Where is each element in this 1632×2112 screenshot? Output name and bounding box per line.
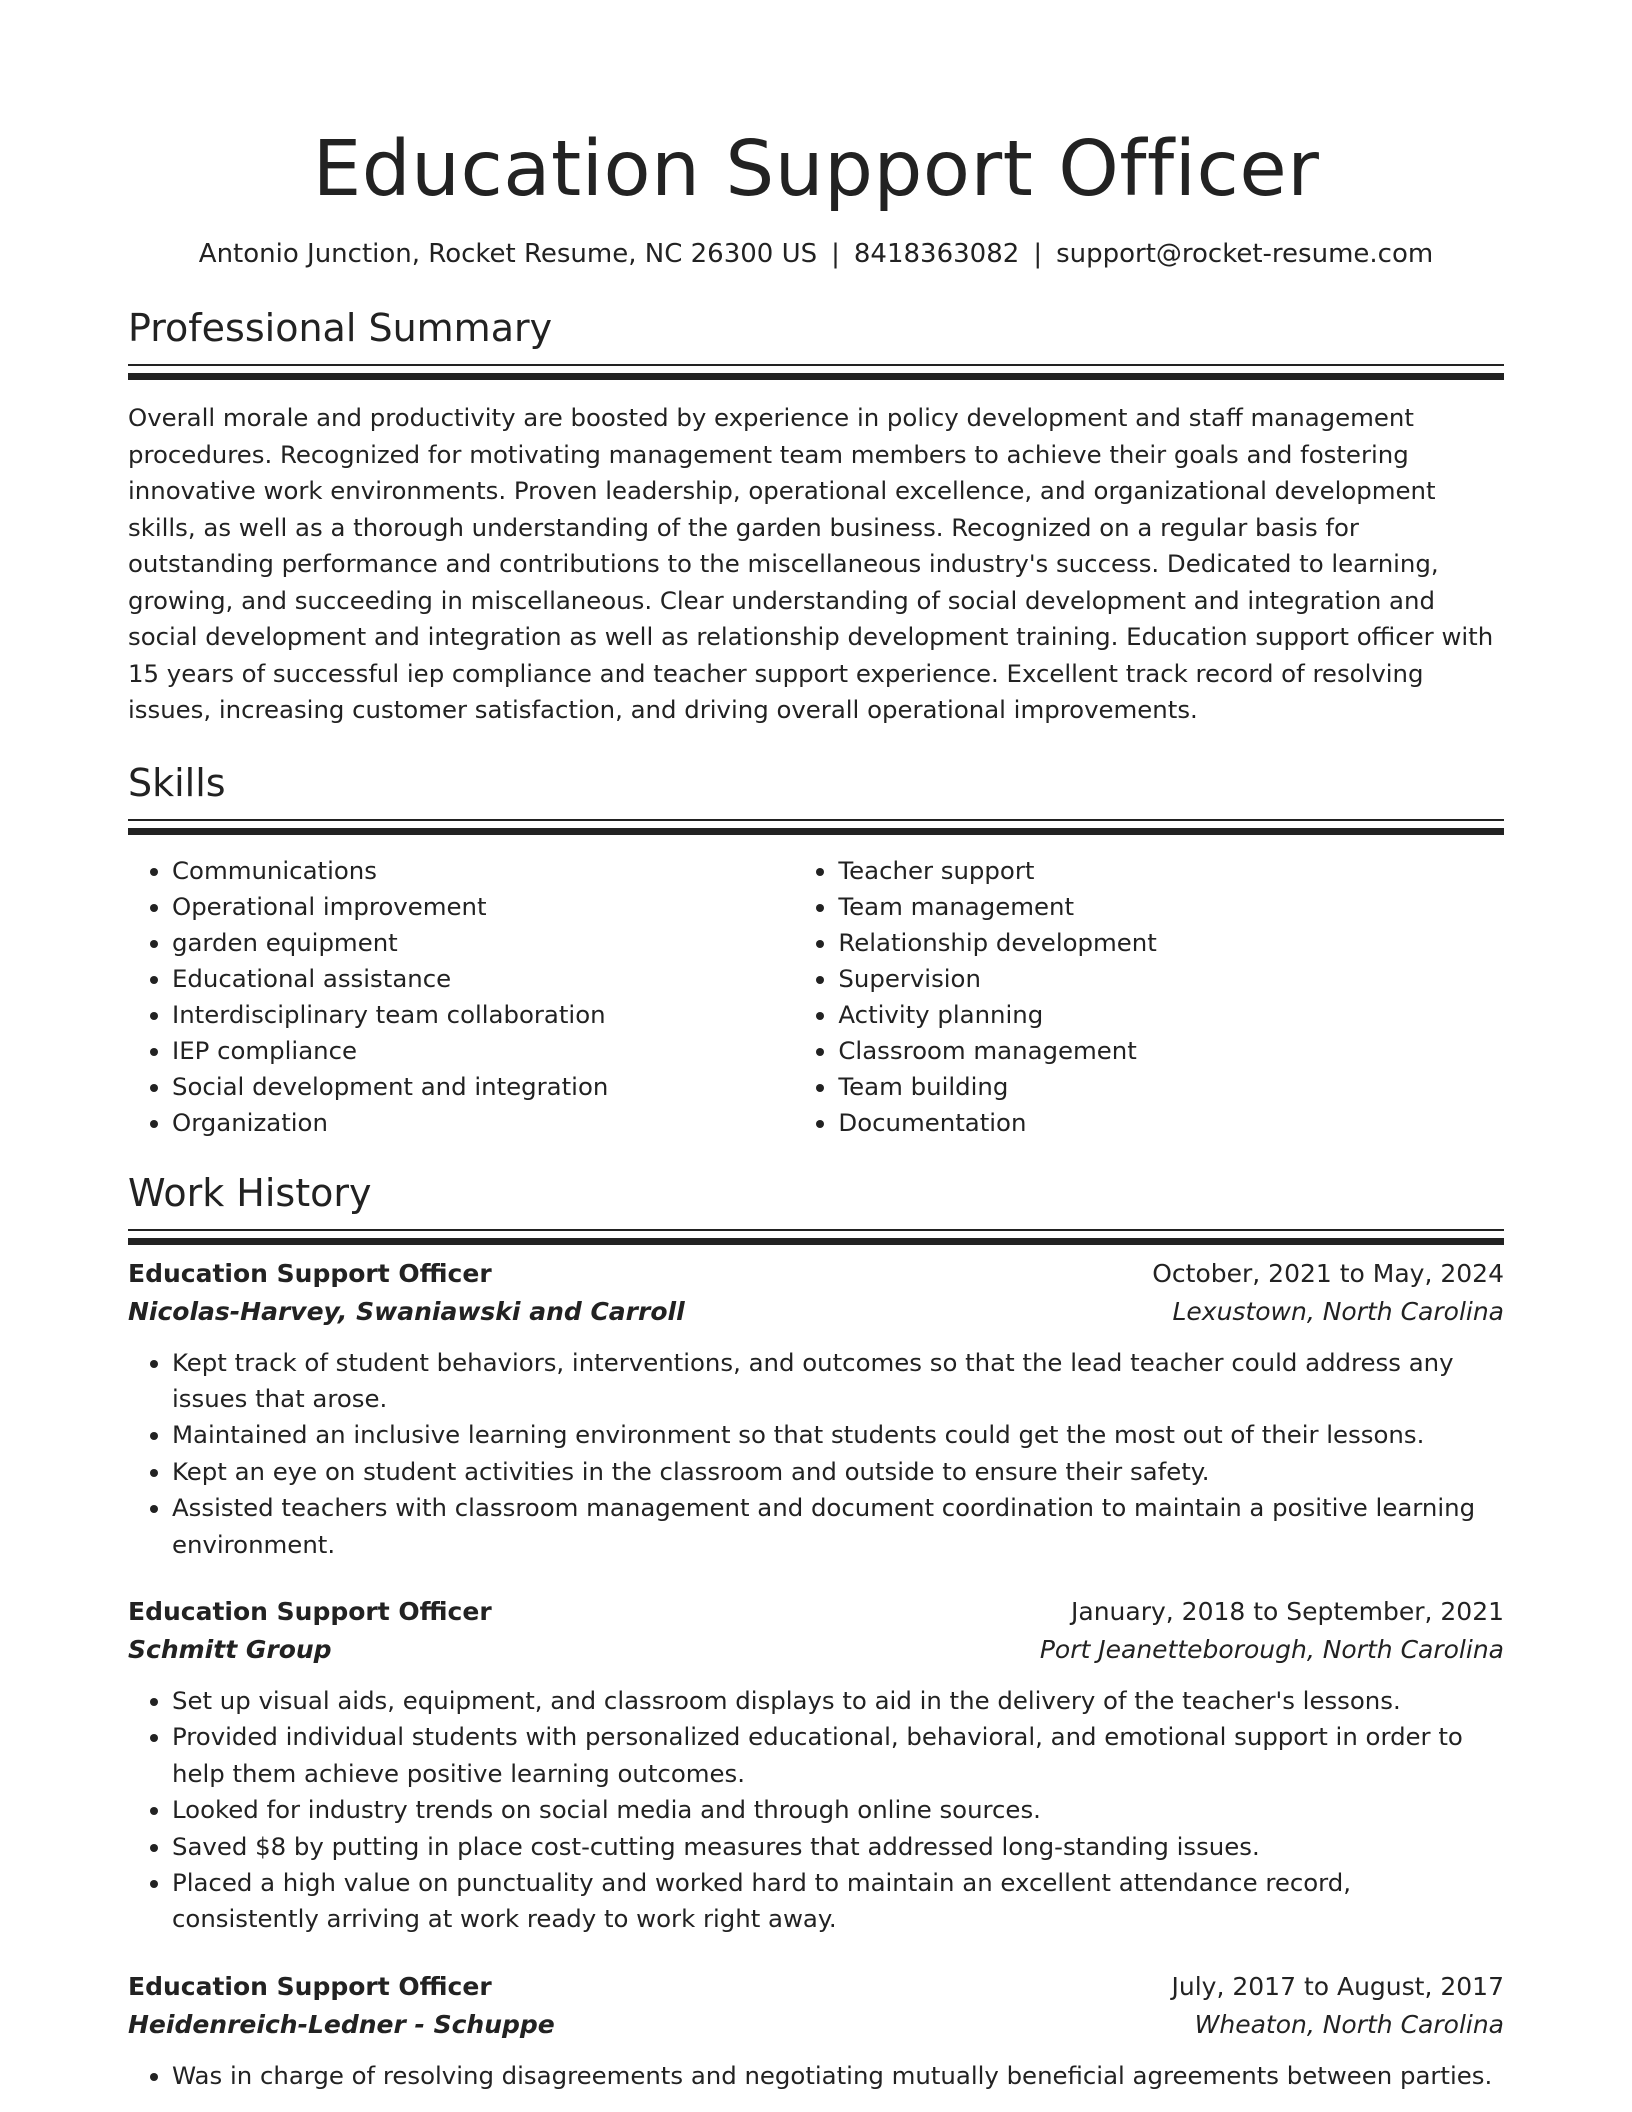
- skill-item: • Team building: [838, 1069, 1504, 1105]
- contact-line: [128, 238, 1504, 270]
- skills-column-right: [794, 853, 1504, 1141]
- skill-item: • Communications: [172, 853, 794, 889]
- skills-section: [128, 759, 1504, 1141]
- skill-item: • Supervision: [838, 961, 1504, 997]
- skill-item: • Team management: [838, 889, 1504, 925]
- job-title: Education Support Officer: [128, 1596, 492, 1626]
- job-bullet: • Kept an eye on student activities in the classroom and outside to ensure their safety.: [172, 1454, 1504, 1490]
- job-header: [128, 1255, 1504, 1293]
- skill-item: • Organization: [172, 1105, 794, 1141]
- section-divider: [128, 364, 1504, 366]
- job-bullet: • Maintained an inclusive learning environment so that students could get the most out of their lessons.: [172, 1417, 1504, 1453]
- job-header: [128, 1593, 1504, 1631]
- job-company: Nicolas-Harvey, Swaniawski and Carroll: [128, 1296, 685, 1326]
- skills-column-left: [128, 853, 794, 1141]
- skill-item: • Activity planning: [838, 997, 1504, 1033]
- skills-heading: Skills: [128, 760, 226, 805]
- skill-item: • Operational improvement: [172, 889, 794, 925]
- skill-item: • Educational assistance: [172, 961, 794, 997]
- job-entry: [128, 1255, 1504, 1563]
- job-bullets: [128, 2058, 1504, 2094]
- work-history-section: [128, 1169, 1504, 2095]
- job-dates: July, 2017 to August, 2017: [1171, 1971, 1504, 2001]
- contact-address: Antonio Junction, Rocket Resume, NC 26300 US: [198, 239, 818, 269]
- job-dates: January, 2018 to September, 2021: [1071, 1596, 1504, 1626]
- job-subheader: [128, 1293, 1504, 1331]
- job-subheader: [128, 1631, 1504, 1669]
- skill-item: • garden equipment: [172, 925, 794, 961]
- job-title: Education Support Officer: [128, 1971, 492, 2001]
- skill-item: • Teacher support: [838, 853, 1504, 889]
- section-divider: [128, 1229, 1504, 1231]
- job-bullet: • Provided individual students with personalized educational, behavioral, and emotional support in order to help them achieve positive learning outcomes.: [172, 1719, 1504, 1792]
- job-bullet: • Was in charge of resolving disagreements and negotiating mutually beneficial agreements between parties.: [172, 2058, 1504, 2094]
- work-history-heading: Work History: [128, 1170, 372, 1215]
- job-bullet: • Set up visual aids, equipment, and classroom displays to aid in the delivery of the teacher's lessons.: [172, 1683, 1504, 1719]
- job-bullet: • Assisted teachers with classroom management and document coordination to maintain a positive learning environment.: [172, 1490, 1504, 1563]
- job-dates: October, 2021 to May, 2024: [1152, 1258, 1504, 1288]
- job-bullet: • Placed a high value on punctuality and worked hard to maintain an excellent attendance record, consistently arriving at work ready to work right away.: [172, 1865, 1504, 1938]
- resume-page: [128, 0, 1504, 2094]
- skill-item: • Relationship development: [838, 925, 1504, 961]
- job-bullets: [128, 1345, 1504, 1563]
- section-divider: [128, 819, 1504, 821]
- job-header: [128, 1968, 1504, 2006]
- job-company: Heidenreich-Ledner - Schuppe: [128, 2009, 555, 2039]
- job-location: Port Jeanetteborough, North Carolina: [1039, 1634, 1504, 1664]
- skill-item: • Documentation: [838, 1105, 1504, 1141]
- job-subheader: [128, 2006, 1504, 2044]
- contact-separator: |: [831, 239, 840, 269]
- summary-heading: Professional Summary: [128, 306, 553, 350]
- skill-item: • IEP compliance: [172, 1033, 794, 1069]
- job-title: Education Support Officer: [128, 1258, 492, 1288]
- job-entry: [128, 1593, 1504, 1938]
- skill-item: • Classroom management: [838, 1033, 1504, 1069]
- job-bullet: • Saved $8 by putting in place cost-cutting measures that addressed long-standing issues.: [172, 1829, 1504, 1865]
- contact-separator: |: [1033, 239, 1043, 269]
- summary-text: Overall morale and productivity are boosted by experience in policy development and staff management procedures. Recognized for motivating management team members to achieve their goals and fostering innovative work environments. Proven leadership, operational excellence, and organizational development skills, as well as a thorough understanding of the garden business. Recognized on a regular basis for outstanding performance and contributions to the miscellaneous industry's success. Dedicated to learning, growing, and succeeding in miscellaneous. Clear understanding of social development and integration and social development and integration as well as relationship development training. Education support officer with 15 years of successful iep compliance and teacher support experience. Excellent track record of resolving issues, increasing customer satisfaction, and driving overall operational improvements.: [128, 403, 1494, 724]
- skill-item: • Interdisciplinary team collaboration: [172, 997, 794, 1033]
- contact-phone: 8418363082: [853, 239, 1020, 269]
- job-entry: [128, 1968, 1504, 2094]
- job-location: Lexustown, North Carolina: [1172, 1296, 1504, 1326]
- resume-title: Education Support Officer: [312, 125, 1320, 214]
- job-location: Wheaton, North Carolina: [1194, 2009, 1504, 2039]
- job-bullet: • Looked for industry trends on social media and through online sources.: [172, 1792, 1504, 1828]
- skills-grid: [128, 853, 1504, 1141]
- summary-section: [128, 304, 1504, 729]
- contact-email: support@rocket-resume.com: [1056, 239, 1434, 269]
- job-bullet: • Kept track of student behaviors, interventions, and outcomes so that the lead teacher could address any issues that arose.: [172, 1345, 1504, 1418]
- job-company: Schmitt Group: [128, 1634, 332, 1664]
- job-bullets: [128, 1683, 1504, 1938]
- skill-item: • Social development and integration: [172, 1069, 794, 1105]
